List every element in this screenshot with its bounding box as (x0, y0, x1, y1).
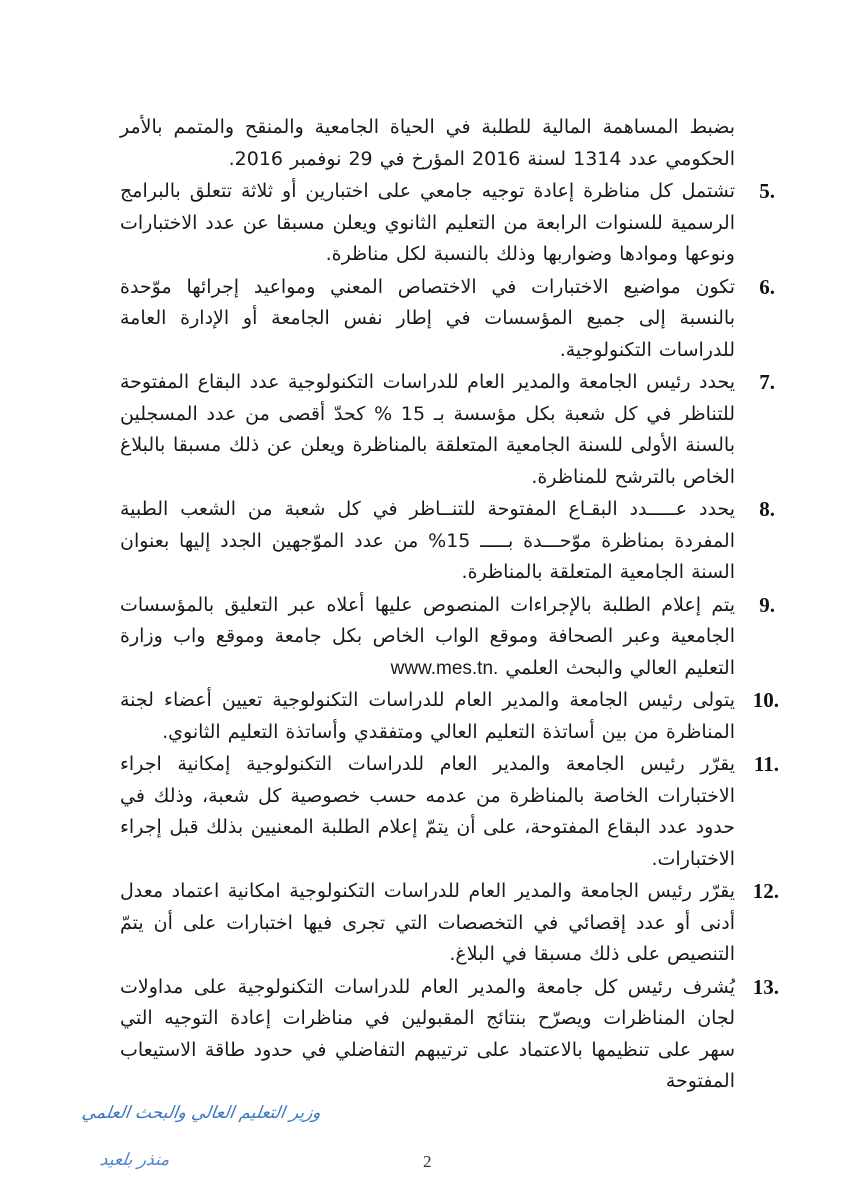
intro-paragraph: بضبط المساهمة المالية للطلبة في الحياة الجامعية والمنقح والمتمم بالأمر الحكومي عدد 1314 لسنة 2016 المؤرخ في 29 نوفمبر 2016. (120, 116, 735, 170)
item-number: 8. (759, 497, 775, 521)
item-text: يحدد رئيس الجامعة والمدير العام للدراسات التكنولوجية عدد البقاع المفتوحة للتناظر في كل شعبة بكل مؤسسة بـ 15 % كحدّ أقصى من عدد المسجلين بالسنة الأولى للسنة الجامعية المتعلقة بالمناظرة ويعلن عن ذلك مسبقا بالبلاغ الخاص بالترشح للمناظرة. (120, 371, 736, 488)
item-number: 7. (759, 370, 775, 394)
ministry-website-link[interactable]: www.mes.tn. (390, 657, 499, 679)
article-item-12 (120, 876, 779, 971)
page-number: 2 (423, 1152, 432, 1171)
article-item-13 (120, 972, 779, 1098)
item-number: 6. (759, 274, 775, 299)
document-body (120, 112, 779, 1099)
item-text: يُشرف رئيس كل جامعة والمدير العام للدراسات التكنولوجية على مداولات لجان المناظرات ويصرّح بنتائج المقبولين في مناظرات إعادة التوجيه التي سهر على تنظيمها بالاعتماد على ترتيبهم التفاضلي في حدود طاقة الاستيعاب المفتوحة (120, 975, 735, 1092)
item-number: 13. (752, 974, 779, 999)
item-text: تكون مواضيع الاختبارات في الاختصاص المعني ومواعيد إجرائها موّحدة بالنسبة إلى جميع المؤسسات في إطار نفس الجامعة أو الإدارة العامة للدراسات التكنولوجية. (120, 275, 735, 361)
item-text: يتم إعلام الطلبة بالإجراءات المنصوص عليها أعلاه عبر التعليق بالمؤسسات الجامعية وعبر الصحافة وموقع الواب الخاص بكل جامعة وموقع واب وزارة التعليم العالي والبحث العلمي (120, 593, 735, 679)
article-item-11 (120, 749, 779, 875)
item-number: 9. (759, 592, 775, 617)
article-item-8 (120, 494, 775, 589)
minister-name-stamp: منذر بلعيد (98, 1150, 171, 1170)
item-text: يتولى رئيس الجامعة والمدير العام للدراسات التكنولوجية تعيين أعضاء لجنة المناظرة من بين أساتذة التعليم العالي ومتفقدي وأساتذة التعليم الثانوي. (120, 689, 735, 743)
item-number: 11. (753, 752, 779, 776)
article-item-5 (120, 176, 775, 271)
article-item-9 (120, 590, 775, 685)
article-item-7 (120, 367, 775, 493)
item-number: 5. (759, 179, 775, 203)
article-item-6 (120, 272, 775, 367)
item-text: يقرّر رئيس الجامعة والمدير العام للدراسات التكنولوجية امكانية اعتماد معدل أدنى أو عدد إقصائي في التخصصات التي تجرى فيها اختبارات على أن يتمّ التنصيص على ذلك مسبقا في البلاغ. (120, 880, 735, 965)
article-item-10 (120, 685, 779, 748)
minister-title-stamp: وزير التعليم العالي والبحث العلمي (80, 1103, 323, 1123)
item-text: يحدد عـــــدد البقـاع المفتوحة للتنــاظر في كل شعبة من الشعب الطبية المفردة بمناظرة موّحـــدة بـــــ 15% من عدد الموّجهين الجدد إليها بعنوان السنة الجامعية المتعلقة بالمناظرة. (120, 498, 736, 583)
item-text: يقرّر رئيس الجامعة والمدير العام للدراسات التكنولوجية إمكانية اجراء الاختبارات الخاصة بالمناظرة من عدمه حسب خصوصية كل شعبة، وذلك في حدود عدد البقاع المفتوحة، على أن يتمّ إعلام الطلبة المعنيين بذلك قبل إجراء الاختبارات. (120, 753, 735, 870)
item-number: 10. (752, 688, 779, 712)
item-number: 12. (752, 879, 779, 903)
item-text: تشتمل كل مناظرة إعادة توجيه جامعي على اختبارين أو ثلاثة تتعلق بالبرامج الرسمية للسنوات الرابعة من التعليم الثانوي ويعلن مسبقا عن عدد الاختبارات ونوعها وموادها وضواربها وذلك بالنسبة لكل مناظرة. (120, 180, 735, 265)
